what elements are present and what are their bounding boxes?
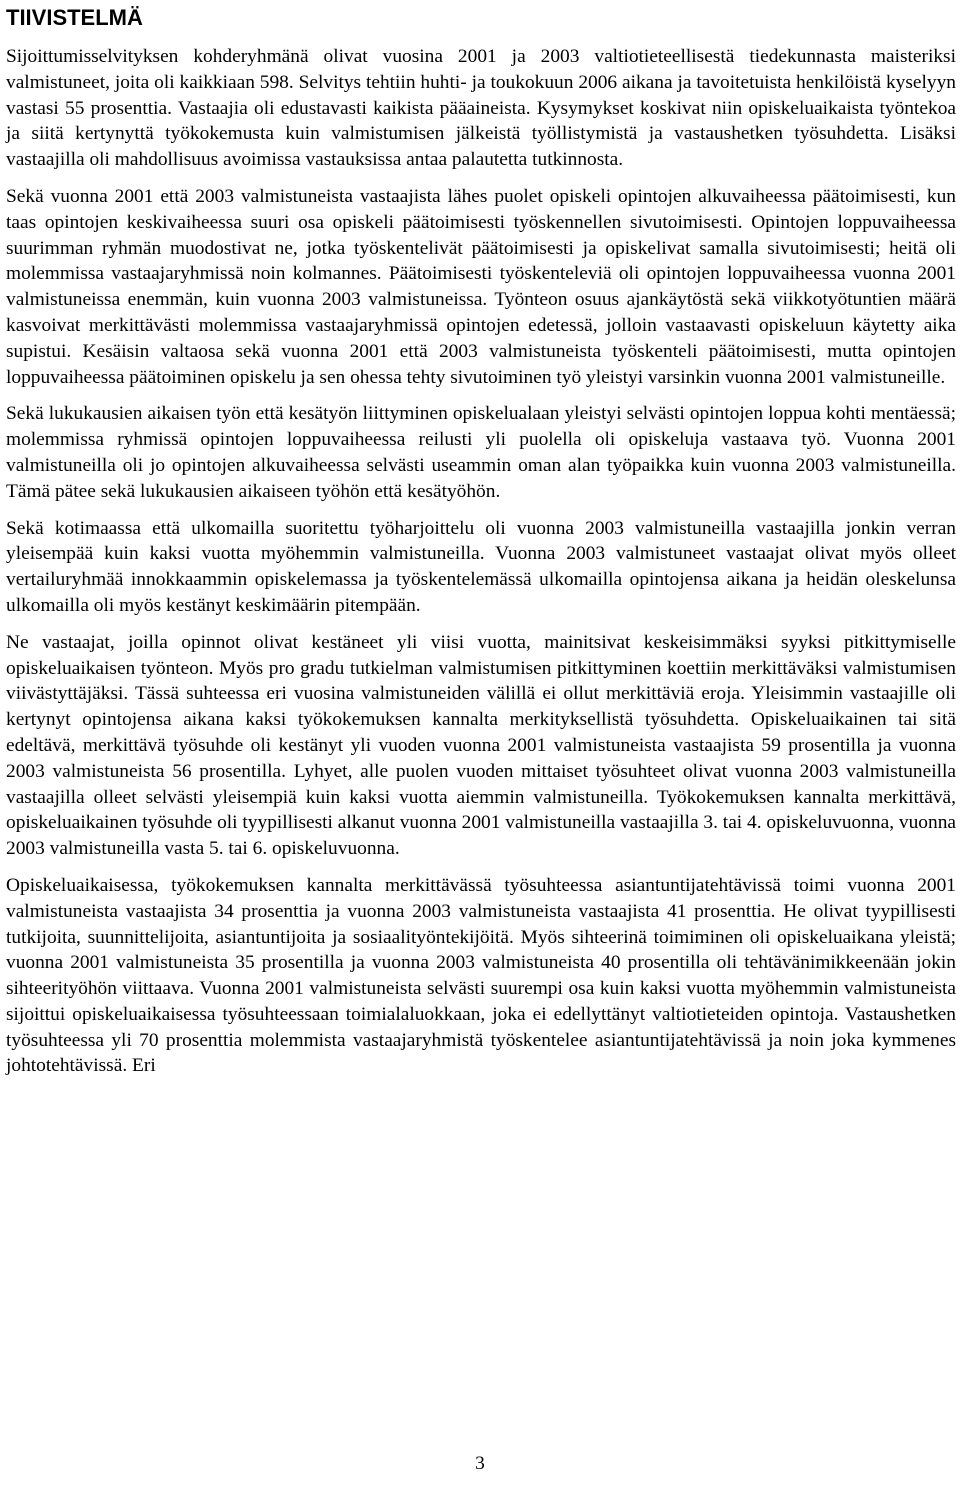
document-page [6, 0, 956, 1090]
paragraph-2: Sekä vuonna 2001 että 2003 valmistuneista vastaajista lähes puolet opiskeli opintojen alkuvaiheessa päätoimisesti, kun taas opintojen keskivaiheessa suuri osa opiskeli päätoimisesti työskennellen sivutoimisesti. Opintojen loppuvaiheessa suurimman ryhmän muodostivat ne, jotka työskentelivät päätoimisesti ja opiskelivat samalla sivutoimisesti; heitä oli molemmissa vastaajaryhmissä noin kolmannes. Päätoimisesti työskenteleviä oli opintojen loppuvaiheessa vuonna 2001 valmistuneissa enemmän, kuin vuonna 2003 valmistuneissa. Työnteon osuus ajankäytöstä sekä viikkotyötuntien määrä kasvoivat merkittävästi molemmissa vastaajaryhmissä opintojen edetessä, jolloin vastaavasti opiskeluun käytetty aika supistui. Kesäisin valtaosa sekä vuonna 2001 että 2003 valmistuneista työskenteli päätoimisesti, mutta opintojen loppuvaiheessa päätoiminen opiskelu ja sen ohessa tehty sivutoiminen työ yleistyi varsinkin vuonna 2001 valmistuneille. [6, 185, 956, 388]
paragraph-1: Sijoittumisselvityksen kohderyhmänä olivat vuosina 2001 ja 2003 valtiotieteellisestä tiedekunnasta maisteriksi valmistuneet, joita oli kaikkiaan 598. Selvitys tehtiin huhti- ja toukokuun 2006 aikana ja tavoitetuista henkilöistä kyselyyn vastasi 55 prosenttia. Vastaajia oli edustavasti kaikista pääaineista. Kysymykset koskivat niin opiskeluaikaista työntekoa ja siitä kertynyttä työkokemusta kuin valmistumisen jälkeistä työllistymistä ja vastaushetken työsuhdetta. Lisäksi vastaajilla oli mahdollisuus avoimissa vastauksissa antaa palautetta tutkinnosta. [6, 46, 956, 171]
paragraph-4: Sekä kotimaassa että ulkomailla suoritettu työharjoittelu oli vuonna 2003 valmistuneilla vastaajilla jonkin verran yleisempää kuin kaksi vuotta myöhemmin valmistuneilla. Vuonna 2003 valmistuneet vastaajat olivat myös olleet vertailuryhmää innokkaammin opiskelemassa ja työskentelemässä ulkomailla opintojensa aikana ja heidän oleskelunsa ulkomailla oli myös kestänyt keskimäärin pitempään. [6, 517, 956, 616]
paragraph-3: Sekä lukukausien aikaisen työn että kesätyön liittyminen opiskelualaan yleistyi selvästi opintojen loppua kohti mentäessä; molemmissa ryhmissä opintojen loppuvaiheessa reilusti yli puolella oli opiskeluja vastaava työ. Vuonna 2001 valmistuneilla oli jo opintojen alkuvaiheessa selvästi useammin oman alan työpaikka kuin vuonna 2003 valmistuneilla. Tämä pätee sekä lukukausien aikaiseen työhön että kesätyöhön. [6, 403, 956, 502]
page-title: TIIVISTELMÄ [6, 5, 143, 30]
paragraph-5: Ne vastaajat, joilla opinnot olivat kestäneet yli viisi vuotta, mainitsivat keskeisimmäksi syyksi pitkittymiselle opiskeluaikaisen työnteon. Myös pro gradu tutkielman valmistumisen pitkittyminen koettiin merkittäväksi valmistumisen viivästyttäjäksi. Tässä suhteessa eri vuosina valmistuneiden välillä ei ollut merkittäviä eroja. Yleisimmin vastaajille oli kertynyt opintojensa aikana kaksi työkokemuksen kannalta merkityksellistä työsuhdetta. Opiskeluaikainen tai sitä edeltävä, merkittävä työsuhde oli kestänyt yli vuoden vuonna 2001 valmistuneista vastaajista 59 prosentilla ja vuonna 2003 valmistuneista 56 prosentilla. Lyhyet, alle puolen vuoden mittaiset työsuhteet olivat vuonna 2003 valmistuneilla vastaajilla olleet selvästi yleisempiä kuin kaksi vuotta aiemmin valmistuneilla. Työkokemuksen kannalta merkittävä, opiskeluaikainen työsuhde oli tyypillisesti alkanut vuonna 2001 valmistuneilla vastaajilla 3. tai 4. opiskeluvuonna, vuonna 2003 valmistuneilla vasta 5. tai 6. opiskeluvuonna. [6, 631, 956, 860]
page-number: 3 [475, 1453, 485, 1474]
paragraph-6: Opiskeluaikaisessa, työkokemuksen kannalta merkittävässä työsuhteessa asiantuntijatehtävissä toimi vuonna 2001 valmistuneista vastaajista 34 prosenttia ja vuonna 2003 valmistuneista vastaajista 41 prosenttia. He olivat tyypillisesti tutkijoita, suunnittelijoita, asiantuntijoita ja sosiaalityöntekijöitä. Myös sihteerinä toimiminen oli opiskeluaikana yleistä; vuonna 2001 valmistuneista 35 prosentilla ja vuonna 2003 valmistuneista 40 prosentilla oli tehtävänimikkeenään jokin sihteerityöhön viittaava. Vuonna 2001 valmistuneista selvästi suurempi osa kuin kaksi vuotta myöhemmin valmistuneista sijoittui opiskeluaikaisessa työsuhteessaan toimialaluokkaan, joka ei edellyttänyt valtiotieteiden opintoja. Vastaushetken työsuhteessa yli 70 prosenttia molemmista vastaajaryhmistä työskentelee asiantuntijatehtävissä ja noin joka kymmenes johtotehtävissä. Eri [6, 874, 956, 1077]
